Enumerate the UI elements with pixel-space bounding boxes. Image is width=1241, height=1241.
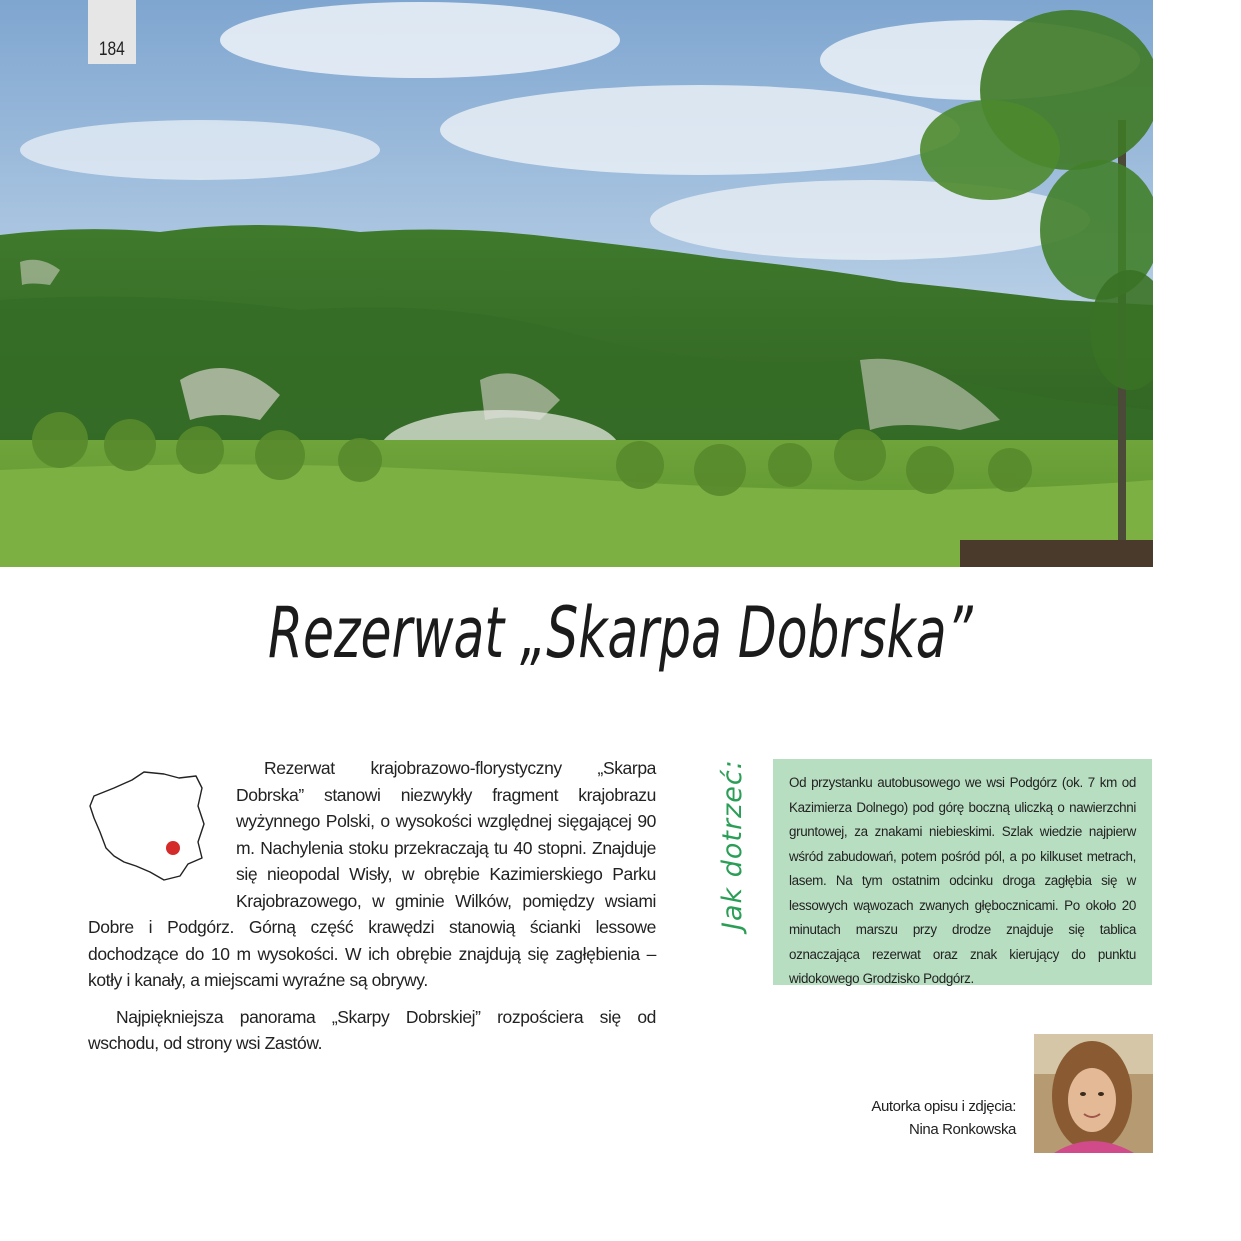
- directions-text: Od przystanku autobusowego we wsi Podgórz (ok. 7 km od Kazimierza Dolnego) pod górę boczną uliczką o nawierzchni gruntowej, za znakami niebieskimi. Szlak wiedzie najpierw wśród zabudowań, potem pośród pól, a po kilkuset metrach, lasem. Na tym ostatnim odcinku droga zagłębia się w lessowych wąwozach zwanych głębocznicami. Po około 20 minutach marszu przy drodze znajduje się tablica oznaczająca rezerwat oraz znak kierujący do punktu widokowego Grodzisko Podgórz.: [789, 775, 1136, 986]
- directions-box: [773, 759, 1152, 985]
- page-number: [88, 0, 136, 64]
- author-photo: [1034, 1034, 1153, 1153]
- credit-author: Nina Ronkowska: [909, 1121, 1016, 1138]
- poland-map-icon: [84, 766, 214, 886]
- location-marker-icon: [166, 841, 180, 855]
- hero-photo: [0, 0, 1153, 567]
- photo-credit: [871, 1095, 1016, 1141]
- directions-label: Jak dotrzeć:: [717, 759, 748, 930]
- page-number-text: 184: [98, 39, 125, 60]
- page-title: [0, 592, 1241, 674]
- article-paragraph-1: Rezerwat krajobrazowo-florystyczny „Skarpa Dobrska” stanowi niezwykły fragment krajobrazu wyżynnego Polski, o wysokości względnej sięgającej 90 m. Nachylenia stoku przekraczają tu 40 stopni. Znajduje się nieopodal Wisły, w obrębie Kazimierskiego Parku Krajobrazowego, w gminie Wilków, pomiędzy wsiami Dobre i Podgórz. Górną część krawędzi stanowią ścianki lessowe dochodzące do 10 m wysokości. W ich obrębie znajdują się zagłębienia – kotły i kanały, a miejscami wyraźne są obrywy.: [88, 758, 656, 990]
- credit-line-1: Autorka opisu i zdjęcia:: [871, 1098, 1016, 1115]
- page-title-text: Rezerwat „Skarpa Dobrska”: [268, 592, 973, 674]
- article-paragraph-2: Najpiękniejsza panorama „Skarpy Dobrskiej” rozpościera się od wschodu, od strony wsi Zastów.: [88, 1006, 656, 1053]
